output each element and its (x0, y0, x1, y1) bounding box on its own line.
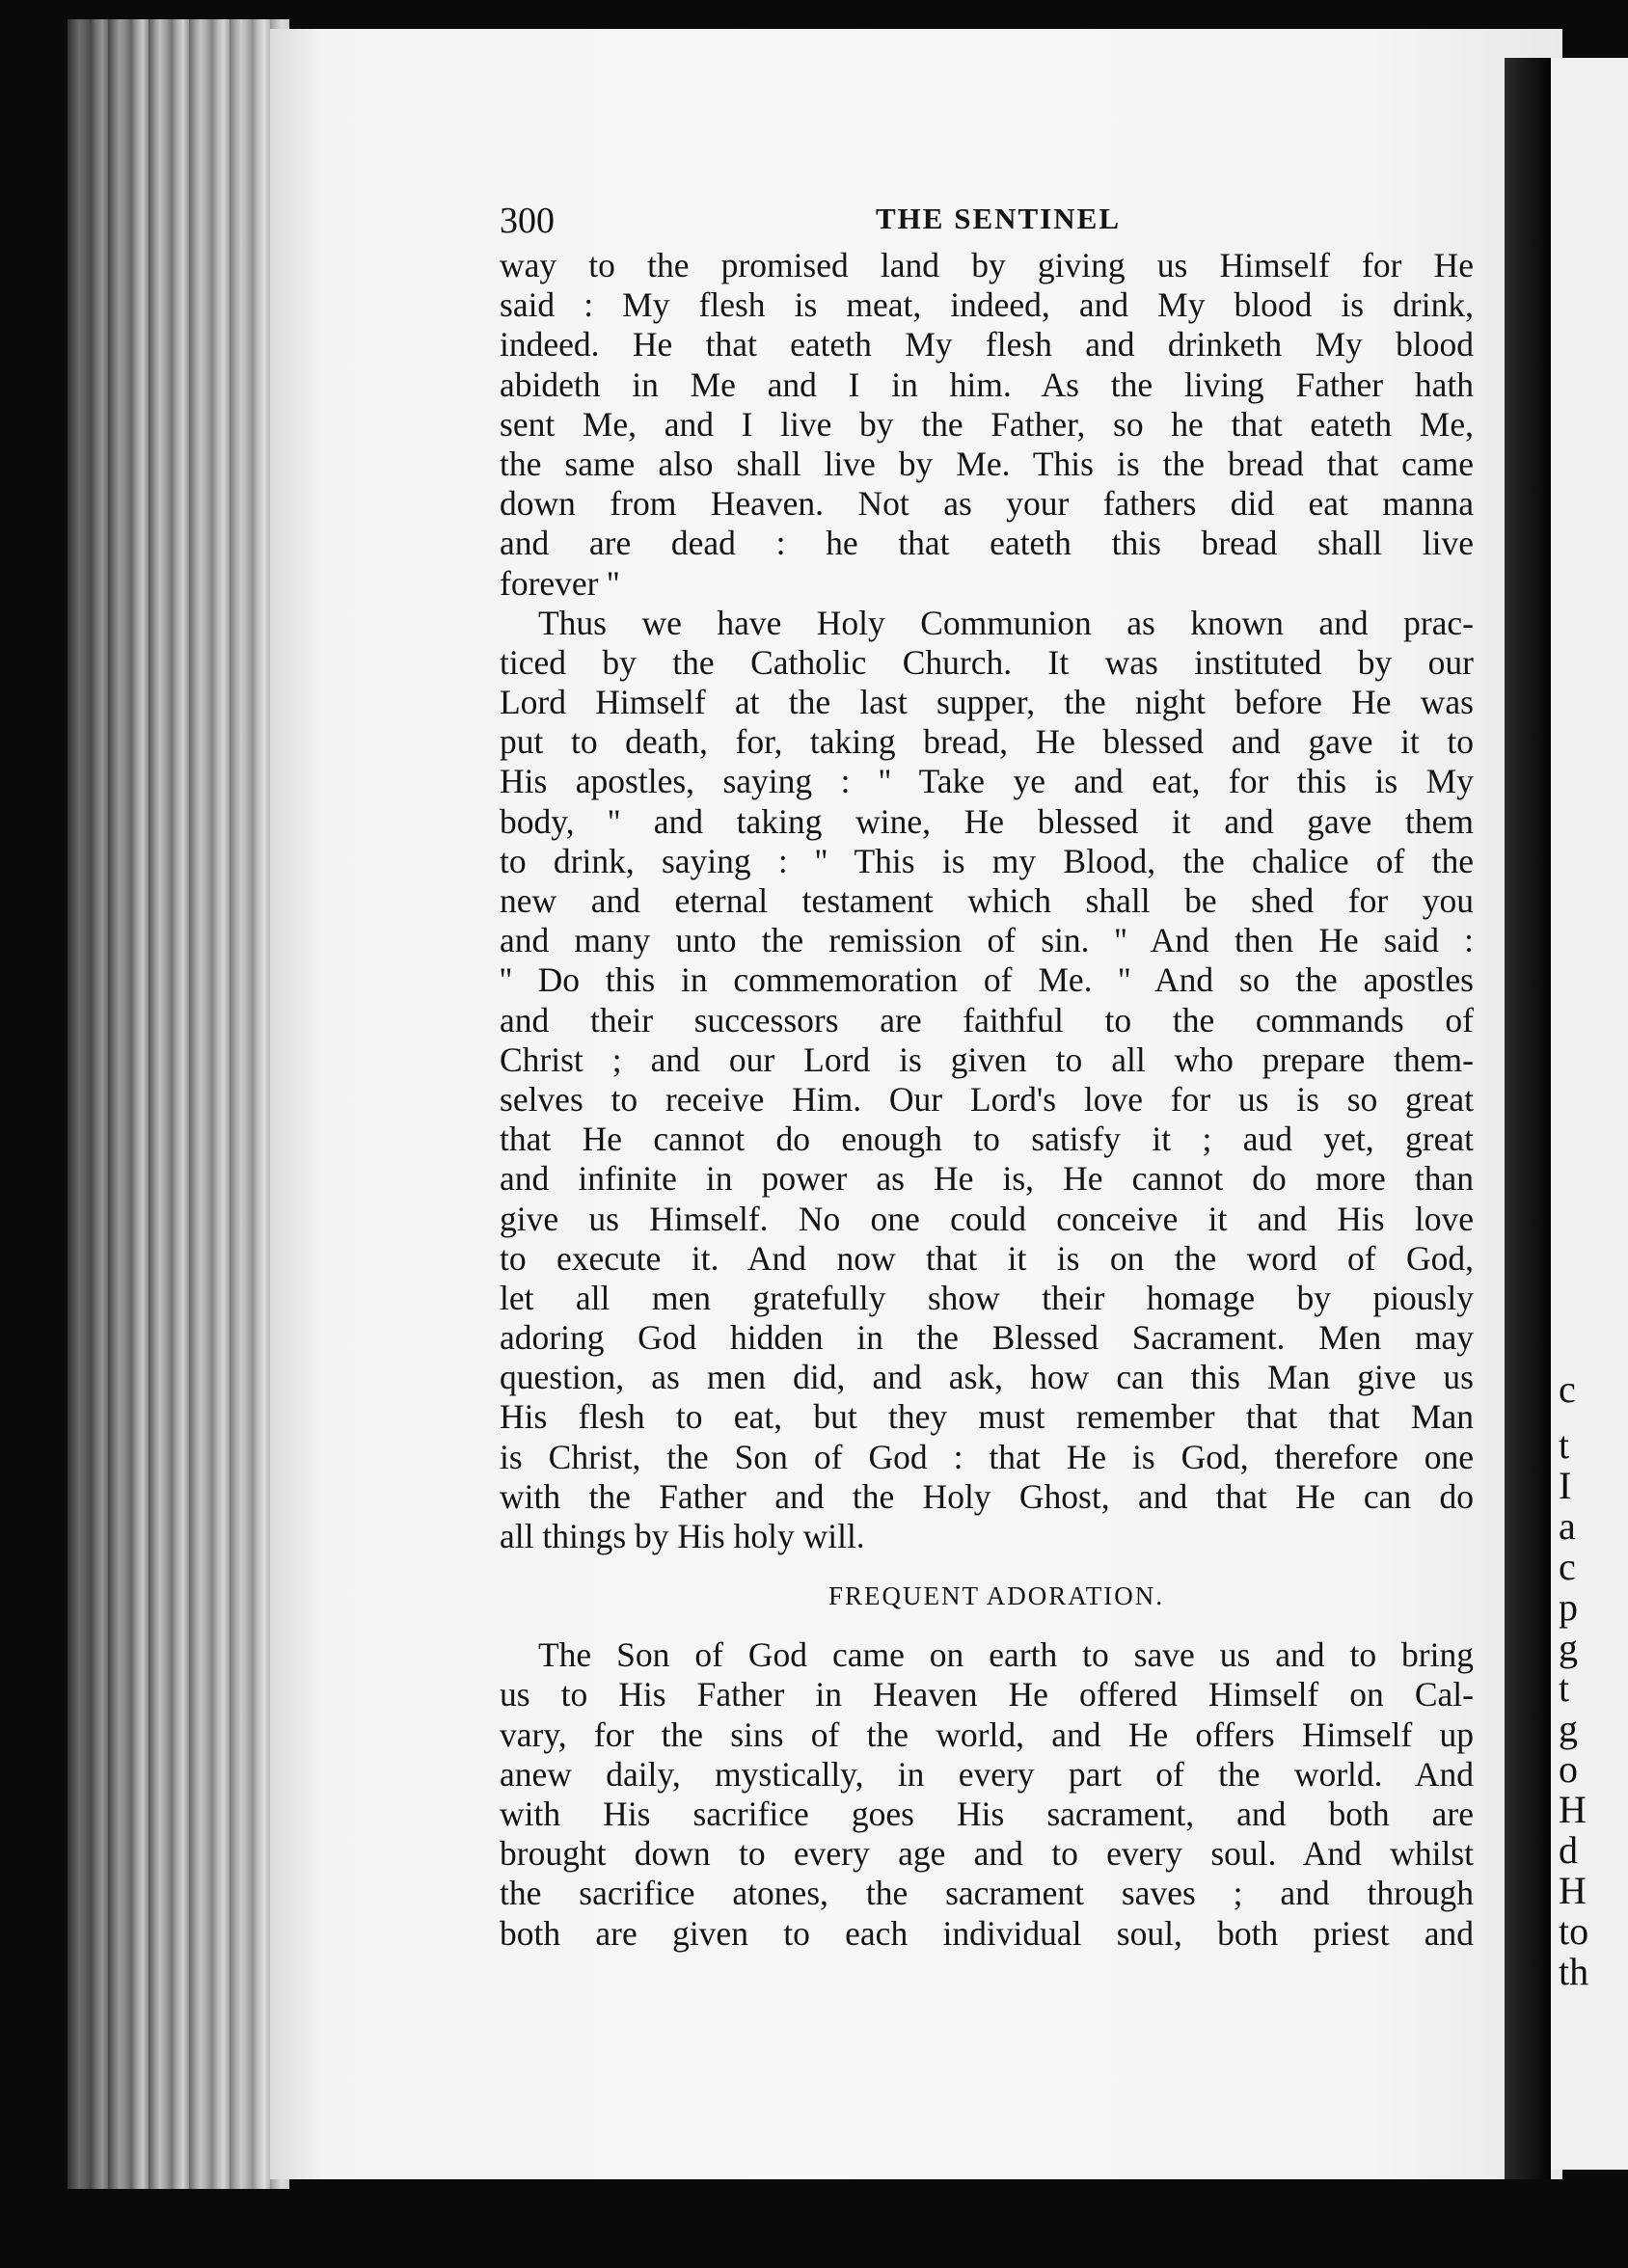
text-line: new and eternal testament which shall be shed for you (500, 881, 1474, 920)
text-line: anew daily, mystically, in every part of the world. And (500, 1754, 1474, 1794)
text-line: and infinite in power as He is, He cannot do more than (500, 1159, 1474, 1199)
text-line: forever '' (500, 563, 620, 603)
text-line: the same also shall live by Me. This is the bread that came (500, 444, 1474, 483)
text-line: and their successors are faithful to the commands of (500, 1000, 1474, 1040)
text-line: selves to receive Him. Our Lord's love for us is so great (500, 1079, 1474, 1119)
text-line: put to death, for, taking bread, He blessed and gave it to (500, 722, 1474, 762)
text-line: the sacrifice atones, the sacrament saves ; and through (500, 1874, 1474, 1913)
text-line: to drink, saying : '' This is my Blood, the chalice of the (500, 841, 1474, 880)
page-content (500, 188, 1474, 1954)
text-line: Christ ; and our Lord is given to all who prepare them- (500, 1040, 1474, 1079)
text-line: both are given to each individual soul, both priest and (500, 1913, 1474, 1953)
facing-page-fragment: o (1559, 1747, 1578, 1791)
facing-page-fragment: c (1559, 1545, 1576, 1588)
text-line: give us Himself. No one could conceive it and His love (500, 1199, 1474, 1238)
section-heading: FREQUENT ADORATION. (828, 1581, 1164, 1611)
text-line: indeed. He that eateth My flesh and drinketh My blood (500, 325, 1474, 364)
text-line: abideth in Me and I in him. As the living Father hath (500, 364, 1474, 404)
text-line: Thus we have Holy Communion as known and prac- (538, 603, 1474, 642)
text-line: us to His Father in Heaven He offered Himself on Cal- (500, 1675, 1474, 1714)
text-line: brought down to every age and to every soul. And whilst (500, 1834, 1474, 1874)
text-line: vary, for the sins of the world, and He offers Himself up (500, 1714, 1474, 1754)
facing-page-fragment: g (1559, 1707, 1578, 1750)
text-line: His apostles, saying : '' Take ye and eat, for this is My (500, 762, 1474, 801)
text-line: His flesh to eat, but they must remember that that Man (500, 1397, 1474, 1437)
text-line: and many unto the remission of sin. '' And then He said : (500, 921, 1474, 960)
text-line: sent Me, and I live by the Father, so he that eateth Me, (500, 404, 1474, 444)
facing-page-fragment: th (1559, 1950, 1589, 1993)
text-line: down from Heaven. Not as your fathers did eat manna (500, 484, 1474, 524)
facing-page-fragment: H (1559, 1869, 1587, 1912)
text-line: ticed by the Catholic Church. It was instituted by our (500, 642, 1474, 682)
text-line: The Son of God came on earth to save us and to bring (538, 1635, 1474, 1675)
text-line: all things by His holy will. (500, 1517, 865, 1555)
facing-page-fragment: t (1559, 1666, 1570, 1710)
text-line: Lord Himself at the last supper, the night before He was (500, 683, 1474, 722)
text-line: adoring God hidden in the Blessed Sacrament. Men may (500, 1318, 1474, 1358)
running-title: THE SENTINEL (876, 202, 1122, 235)
text-line: '' Do this in commemoration of Me. '' And so the apostles (500, 960, 1474, 1000)
page-number: 300 (500, 201, 555, 241)
facing-page-fragment: c (1559, 1367, 1576, 1411)
book-gutter (1505, 58, 1551, 2179)
page-edges (68, 19, 289, 2189)
text-line: and are dead : he that eateth this bread shall live (500, 524, 1474, 563)
paragraph (500, 246, 1474, 604)
facing-page-fragment: H (1559, 1788, 1587, 1831)
facing-page-edge (1551, 58, 1628, 2170)
text-line: is Christ, the Son of God : that He is God, therefore one (500, 1437, 1474, 1476)
text-line: to execute it. And now that it is on the word of God, (500, 1238, 1474, 1278)
text-line: with the Father and the Holy Ghost, and that He can do (500, 1476, 1474, 1516)
text-line: question, as men did, and ask, how can this Man give us (500, 1358, 1474, 1397)
facing-page-fragment: g (1559, 1626, 1578, 1669)
text-line: let all men gratefully show their homage by piously (500, 1278, 1474, 1317)
facing-page-fragment: t (1559, 1423, 1570, 1467)
facing-page-fragment: p (1559, 1585, 1578, 1629)
text-line: said : My flesh is meat, indeed, and My blood is drink, (500, 285, 1474, 325)
text-line: with His sacrifice goes His sacrament, and both are (500, 1794, 1474, 1833)
facing-page-fragment: d (1559, 1828, 1578, 1872)
facing-page-fragment: to (1559, 1909, 1589, 1953)
text-line: body, '' and taking wine, He blessed it and gave them (500, 801, 1474, 841)
facing-page-fragment: I (1559, 1464, 1572, 1507)
facing-page-fragment: a (1559, 1504, 1576, 1548)
text-line: that He cannot do enough to satisfy it ; aud yet, great (500, 1120, 1474, 1159)
paragraph (500, 1635, 1474, 1954)
running-head (500, 188, 1474, 246)
text-line: way to the promised land by giving us Himself for He (500, 246, 1474, 284)
paragraph (500, 604, 1474, 1557)
